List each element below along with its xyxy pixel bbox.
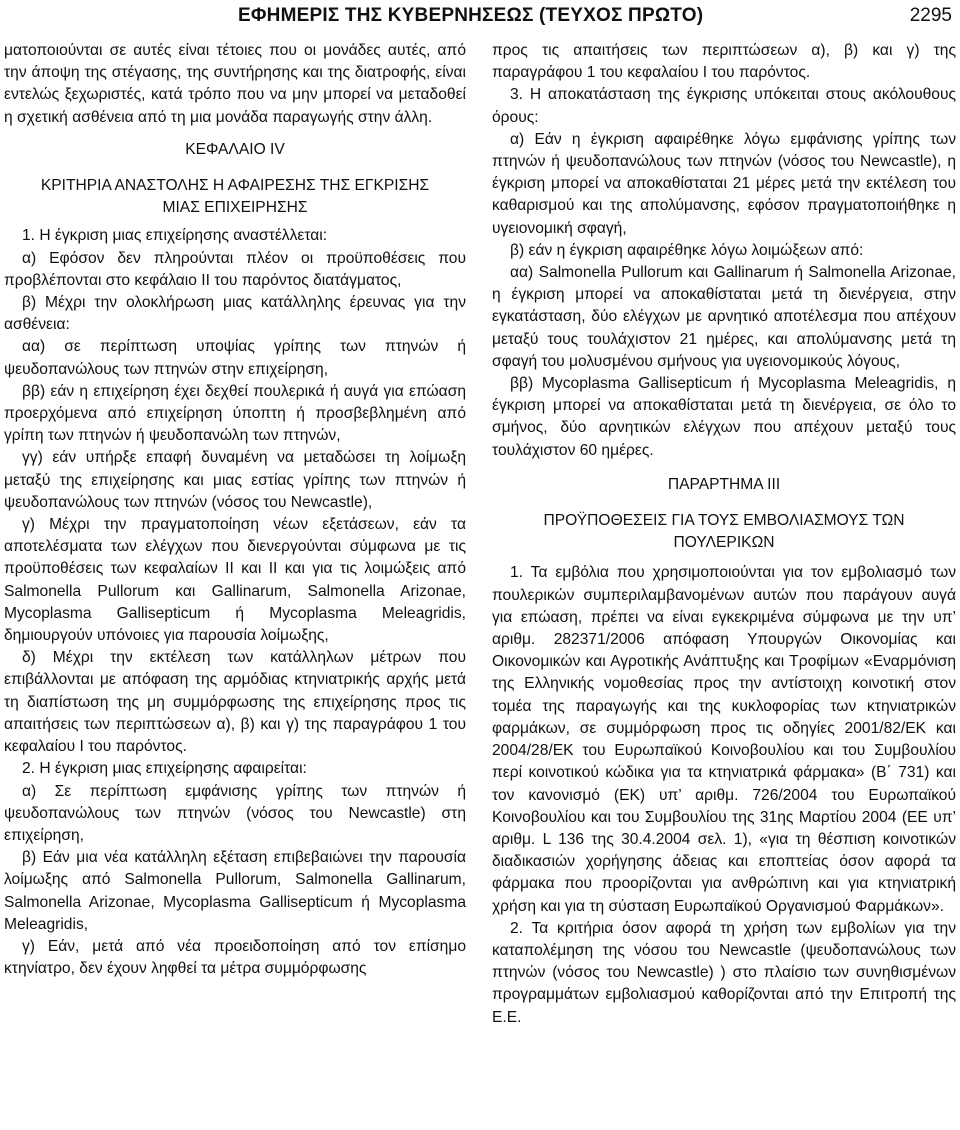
- gazette-title: ΕΦΗΜΕΡΙΣ ΤΗΣ ΚΥΒΕΡΝΗΣΕΩΣ (ΤΕΥΧΟΣ ΠΡΩΤΟ): [238, 5, 704, 26]
- paragraph: 2. Τα κριτήρια όσον αφορά τη χρήση των εμβολίων για την καταπολέμηση της νόσου του Newcastle (ψευδοπανώλους των πτηνών (νόσος του Newcastle) ) στο πλαίσιο των συνηθισμένων προγραμμάτων εμβολιασμού καθορίζονται από την Επιτροπή της Ε.Ε.: [492, 919, 956, 1026]
- page-number: 2295: [909, 5, 952, 26]
- paragraph: γ) Μέχρι την πραγματοποίηση νέων εξετάσεων, εάν τα αποτελέσματα των ελέγχων που διενεργούνται σύμφωνα με τις προϋποθέσεις των κεφαλαίων II και II και για τις λοιμώξεις από Salmonella Pullorum και Gallinarum, Salmonella Arizonae, Mycoplasma Gallisepticum ή Mycoplasma Meleagridis, δημιουργούν υπόνοιες για παρουσία λοίμωξης,: [4, 516, 466, 645]
- annex-title: ΠΑΡΑΡΤΗΜΑ III: [667, 475, 781, 493]
- paragraph: 1. Η έγκριση μιας επιχείρησης αναστέλλεται:: [22, 227, 328, 245]
- chapter-subtitle-line1: ΚΡΙΤΗΡΙΑ ΑΝΑΣΤΟΛΗΣ Η ΑΦΑΙΡΕΣΗΣ ΤΗΣ ΕΓΚΡΙΣΗΣ: [40, 177, 430, 195]
- paragraph: αα) σε περίπτωση υποψίας γρίπης των πτηνών ή ψευδοπανώλους των πτηνών στην επιχείρηση,: [4, 338, 466, 378]
- chapter-title: ΚΕΦΑΛΑΙΟ IV: [185, 140, 285, 158]
- paragraph: 1. Τα εμβόλια που χρησιμοποιούνται για τον εμβολιασμό των πουλερικών συμπεριλαμβανομένων αυτών που παράγουν αυγά για επώαση, πρέπει να είναι εγκεκριμένα σύμφωνα με την υπ’ αριθμ. 282371/2006 απόφαση Υπουργών Οικονομίας και Οικονομικών και Αγροτικής Ανάπτυξης και Τροφίμων «Εναρμόνιση της Ελληνικής νομοθεσίας προς την αντίστοιχη κοινοτική στον τομέα της παραγωγής και της κυκλοφορίας των κτηνιατρικών φαρμάκων, σε συμμόρφωση προς τις οδηγίες 2001/82/ΕΚ και 2004/28/ΕΚ του Ευρωπαϊκού Κοινοβουλίου και του Συμβουλίου περί κοινοτικού κώδικα για τα κτηνιατρικά φάρμακα» (Β΄ 731) και τον κανονισμό (ΕΚ) υπ’ αριθμ. 726/2004 του Ευρωπαϊκού Κοινοβουλίου και του Συμβουλίου της 31ης Μαρτίου 2004 (ΕΕ υπ’ αριθμ. L 136 της 30.4.2004 σελ. 1), «για τη θέσπιση κοινοτικών διαδικασιών χορήγησης άδειας και εποπτείας όσον αφορά τα φάρμακα που προορίζονται για ανθρώπινη και για κτηνιατρική χρήση και για τη σύσταση Ευρωπαϊκού Οργανισμού Φαρμάκων».: [492, 564, 956, 915]
- paragraph: αα) Salmonella Pullorum και Gallinarum ή Salmonella Arizonae, η έγκριση μπορεί να αποκαθίσταται μετά τη διενέργεια, στην εγκατάσταση, δύο ελέγχων με αρνητικό αποτέλεσμα που απέχουν μεταξύ τους τουλάχιστον 21 ημέρες, και απολύμανσης μετά τη σφαγή του μολυσμένου σμήνους για υγειονομικούς λόγους,: [492, 264, 956, 370]
- right-column: [492, 40, 956, 1029]
- paragraph: β) Μέχρι την ολοκλήρωση μιας κατάλληλης έρευνας για την ασθένεια:: [4, 294, 466, 334]
- page-header: [0, 0, 960, 34]
- paragraph: ββ) Mycoplasma Gallisepticum ή Mycoplasma Meleagridis, η έγκριση μπορεί να αποκαθίσταται μετά τη διενέργεια, σε όλο το σμήνος, δύο αρνητικών ελέγχων που απέχουν μεταξύ τους τουλάχιστον 60 ημέρες.: [492, 375, 956, 459]
- paragraph: ββ) εάν η επιχείρηση έχει δεχθεί πουλερικά ή αυγά για επώαση προερχόμενα από επιχείρηση ύποπτη ή προσβεβλημένη από γρίπη των πτηνών ή ψευδοπανώλη των πτηνών,: [4, 382, 466, 445]
- annex-subtitle-line1: ΠΡΟΫΠΟΘΕΣΕΙΣ ΓΙΑ ΤΟΥΣ ΕΜΒΟΛΙΑΣΜΟΥΣ ΤΩΝ: [543, 512, 905, 530]
- annex-subtitle-line2: ΠΟΥΛΕΡΙΚΩΝ: [673, 534, 775, 552]
- paragraph: β) Εάν μια νέα κατάλληλη εξέταση επιβεβαιώνει την παρουσία λοίμωξης από Salmonella Pullorum, Salmonella Gallinarum, Salmonella Arizonae, Mycoplasma Gallisepticum ή Mycoplasma Meleagridis,: [4, 849, 466, 933]
- paragraph: 2. Η έγκριση μιας επιχείρησης αφαιρείται:: [22, 760, 307, 778]
- paragraph: α) Εφόσον δεν πληρούνται πλέον οι προϋποθέσεις που προβλέπονται στο κεφάλαιο II του παρόντος διατάγματος,: [4, 249, 466, 289]
- paragraph: α) Σε περίπτωση εμφάνισης γρίπης των πτηνών ή ψευδοπανώλους των πτηνών (νόσος του Newcastle) στη επιχείρηση,: [4, 782, 466, 844]
- paragraph-continuation: προς τις απαιτήσεις των περιπτώσεων α), β) και γ) της παραγράφου 1 του κεφαλαίου I του παρόντος.: [492, 42, 956, 82]
- left-column: [4, 40, 466, 980]
- paragraph: β) εάν η έγκριση αφαιρέθηκε λόγω λοιμώξεων από:: [510, 241, 864, 259]
- chapter-subtitle-line2: ΜΙΑΣ ΕΠΙΧΕΙΡΗΣΗΣ: [162, 199, 308, 217]
- paragraph: 3. Η αποκατάσταση της έγκρισης υπόκειται στους ακόλουθους όρους:: [492, 86, 956, 126]
- paragraph: γγ) εάν υπήρξε επαφή δυναμένη να μεταδώσει τη λοίμωξη μεταξύ της επιχείρησης και μιας εστίας γρίπης των πτηνών ή ψευδοπανώλους των πτηνών (νόσος του Newcastle),: [4, 449, 466, 511]
- paragraph: α) Εάν η έγκριση αφαιρέθηκε λόγω εμφάνισης γρίπης των πτηνών ή ψευδοπανώλους των πτηνών (νόσος του Newcastle), η έγκριση μπορεί να αποκαθίσταται 21 μέρες μετά την εκτέλεση του καθαρισμού και της απολύμανσης, εφόσον πραγματοποιήθηκε η υγειονομική σφαγή,: [492, 130, 956, 237]
- paragraph: γ) Εάν, μετά από νέα προειδοποίηση από τον επίσημο κτηνίατρο, δεν έχουν ληφθεί τα μέτρα συμμόρφωσης: [4, 937, 466, 978]
- paragraph-continuation: ματοποιούνται σε αυτές είναι τέτοιες που οι μονάδες αυτές, από την άποψη της στέγασης, της συντήρησης και της διατροφής, είναι εντελώς ξεχωριστές, κατά τρόπο που να μην μπορεί να μεταδοθεί η σχετική ασθένεια από τη μια μονάδα παραγωγής στην άλλη.: [4, 42, 466, 126]
- paragraph: δ) Μέχρι την εκτέλεση των κατάλληλων μέτρων που επιβάλλονται με απόφαση της αρμόδιας κτηνιατρικής αρχής μετά τη διαπίστωση της μη συμμόρφωσης της επιχείρησης προς τις απαιτήσεις των περιπτώσεων α), β) και γ) της παραγράφου 1 του κεφαλαίου I του παρόντος.: [4, 649, 466, 756]
